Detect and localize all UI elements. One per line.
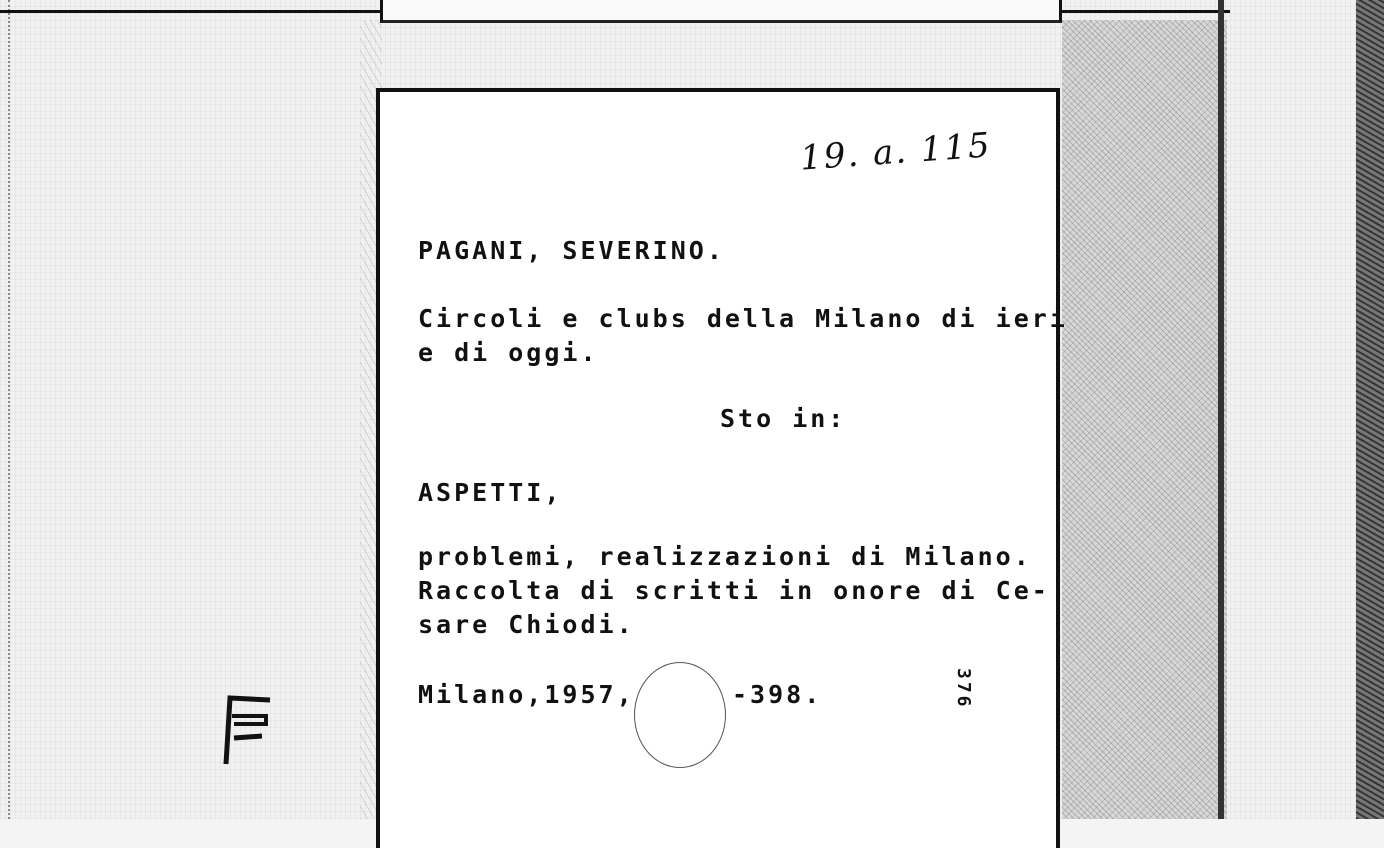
left-card-edge	[0, 0, 10, 819]
right-strip	[1356, 0, 1384, 819]
speckle-band	[1062, 20, 1227, 819]
drawer-letter-f	[222, 694, 272, 766]
host-line-3: sare Chiodi.	[418, 610, 635, 639]
shelfmark: 19. a. 115	[798, 125, 993, 179]
host-line-1: problemi, realizzazioni di Milano.	[418, 542, 1032, 571]
author-heading: PAGANI, SEVERINO.	[418, 236, 725, 265]
library-stamp	[634, 662, 726, 768]
vertical-number: 376	[953, 668, 974, 710]
band-edge	[1218, 0, 1224, 819]
previous-card-edge	[380, 0, 1062, 23]
imprint-left: Milano,1957,	[418, 680, 635, 709]
title-line-2: e di oggi.	[418, 338, 599, 367]
catalog-card	[376, 88, 1068, 848]
host-author: ASPETTI,	[418, 478, 563, 507]
imprint-right: -398.	[732, 680, 823, 709]
host-line-2: Raccolta di scritti in onore di Ce-	[418, 576, 1050, 605]
title-line-1: Circoli e clubs della Milano di ieri	[418, 304, 1068, 333]
extract-note: Sto in:	[720, 404, 847, 433]
